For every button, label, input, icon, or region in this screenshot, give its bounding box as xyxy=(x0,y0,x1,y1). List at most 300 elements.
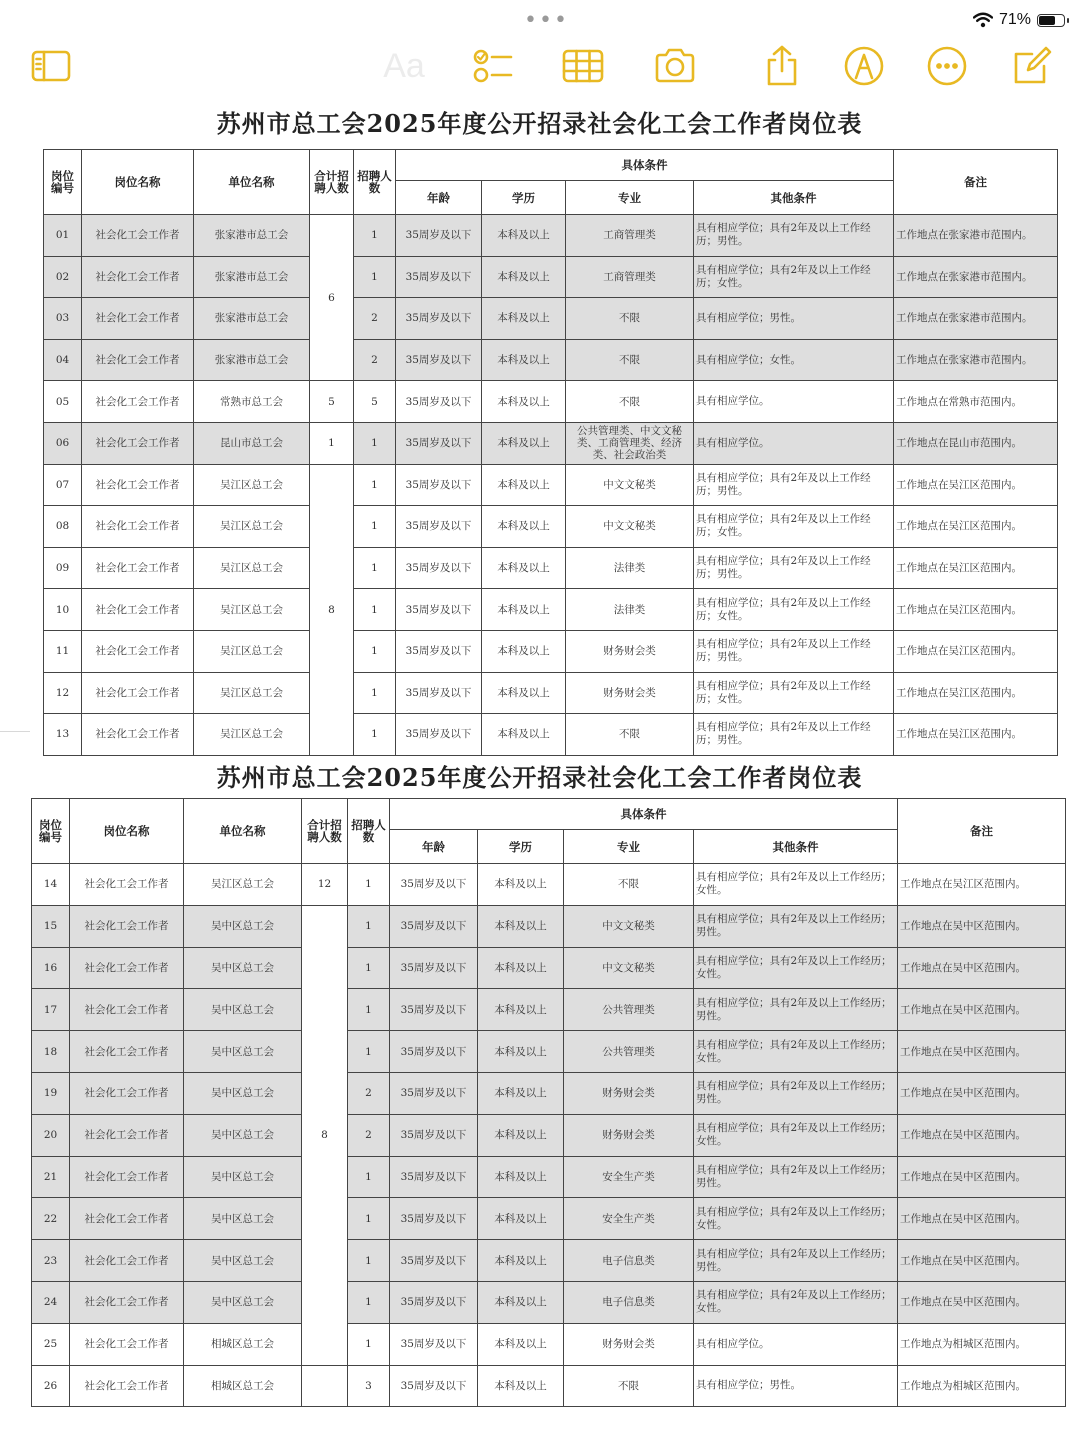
table-row xyxy=(32,947,1066,989)
header-note: 备注 xyxy=(894,150,1058,215)
cell-code: 20 xyxy=(32,1114,70,1156)
cell-position: 社会化工会工作者 xyxy=(70,1281,184,1323)
cell-note: 工作地点在张家港市范围内。 xyxy=(894,215,1058,257)
cell-count: 2 xyxy=(354,298,396,340)
cell-count: 1 xyxy=(348,989,390,1031)
document-title-1: 苏州市总工会2025年度公开招录社会化工会工作者岗位表 xyxy=(216,109,863,138)
cell-major: 安全生产类 xyxy=(564,1198,694,1240)
cell-age: 35周岁及以下 xyxy=(396,714,482,756)
cell-code: 12 xyxy=(44,672,82,714)
compose-icon xyxy=(1010,44,1054,88)
cell-age: 35周岁及以下 xyxy=(396,339,482,381)
cell-code: 03 xyxy=(44,298,82,340)
cell-count: 2 xyxy=(348,1114,390,1156)
cell-code: 15 xyxy=(32,905,70,947)
more-icon xyxy=(925,44,969,88)
cell-note: 工作地点在吴江区范围内。 xyxy=(894,630,1058,672)
cell-unit: 吴江区总工会 xyxy=(184,864,302,906)
header-major: 专业 xyxy=(564,830,694,864)
table-row xyxy=(44,506,1058,548)
table-row xyxy=(44,339,1058,381)
cell-unit: 昆山市总工会 xyxy=(194,422,310,464)
cell-edu: 本科及以上 xyxy=(482,714,566,756)
cell-code: 21 xyxy=(32,1156,70,1198)
header-other: 其他条件 xyxy=(694,181,894,215)
document-title-2: 苏州市总工会2025年度公开招录社会化工会工作者岗位表 xyxy=(216,763,863,792)
table-row xyxy=(32,1281,1066,1323)
cell-other: 具有相应学位。 xyxy=(694,1323,898,1365)
cell-unit: 吴中区总工会 xyxy=(184,1156,302,1198)
table-row xyxy=(32,989,1066,1031)
markup-icon xyxy=(842,44,886,88)
table-row xyxy=(32,905,1066,947)
table-row xyxy=(44,714,1058,756)
cell-code: 18 xyxy=(32,1031,70,1073)
cell-age: 35周岁及以下 xyxy=(390,1323,478,1365)
cell-age: 35周岁及以下 xyxy=(390,989,478,1031)
status-bar xyxy=(0,0,1079,40)
cell-other: 具有相应学位；男性。 xyxy=(694,1365,898,1407)
cell-count: 1 xyxy=(354,256,396,298)
cell-position: 社会化工会工作者 xyxy=(70,1240,184,1282)
table-row xyxy=(44,589,1058,631)
cell-unit: 张家港市总工会 xyxy=(194,339,310,381)
cell-unit: 相城区总工会 xyxy=(184,1323,302,1365)
cell-major: 财务财会类 xyxy=(564,1072,694,1114)
cell-unit: 张家港市总工会 xyxy=(194,298,310,340)
cell-age: 35周岁及以下 xyxy=(396,672,482,714)
cell-age: 35周岁及以下 xyxy=(390,1031,478,1073)
table-row xyxy=(44,422,1058,464)
table-button[interactable] xyxy=(559,42,607,90)
cell-note: 工作地点在吴中区范围内。 xyxy=(898,1240,1066,1282)
cell-note: 工作地点在吴中区范围内。 xyxy=(898,1114,1066,1156)
cell-note: 工作地点在吴江区范围内。 xyxy=(894,714,1058,756)
cell-unit: 吴江区总工会 xyxy=(194,589,310,631)
cell-total: 12 xyxy=(302,864,348,906)
cell-edu: 本科及以上 xyxy=(482,256,566,298)
cell-total: 8 xyxy=(310,464,354,755)
cell-note: 工作地点在吴江区范围内。 xyxy=(894,589,1058,631)
cell-note: 工作地点为相城区范围内。 xyxy=(898,1323,1066,1365)
cell-position: 社会化工会工作者 xyxy=(82,547,194,589)
cell-code: 13 xyxy=(44,714,82,756)
cell-other: 具有相应学位；具有2年及以上工作经历；男性。 xyxy=(694,714,894,756)
cell-other: 具有相应学位；具有2年及以上工作经历；女性。 xyxy=(694,1281,898,1323)
cell-edu: 本科及以上 xyxy=(478,1114,564,1156)
cell-other: 具有相应学位；具有2年及以上工作经历；男性。 xyxy=(694,1156,898,1198)
cell-position: 社会化工会工作者 xyxy=(70,1198,184,1240)
checklist-icon xyxy=(471,44,515,88)
cell-position: 社会化工会工作者 xyxy=(82,506,194,548)
cell-major: 财务财会类 xyxy=(566,672,694,714)
cell-edu: 本科及以上 xyxy=(478,1281,564,1323)
header-position: 岗位名称 xyxy=(82,150,194,215)
cell-age: 35周岁及以下 xyxy=(396,506,482,548)
cell-code: 16 xyxy=(32,947,70,989)
camera-icon xyxy=(653,44,697,88)
cell-other: 具有相应学位；具有2年及以上工作经历；女性。 xyxy=(694,1198,898,1240)
cell-other: 具有相应学位；具有2年及以上工作经历；男性。 xyxy=(694,989,898,1031)
cell-code: 26 xyxy=(32,1365,70,1407)
cell-position: 社会化工会工作者 xyxy=(82,672,194,714)
header-edu: 学历 xyxy=(482,181,566,215)
cell-unit: 吴中区总工会 xyxy=(184,989,302,1031)
cell-note: 工作地点在吴江区范围内。 xyxy=(894,672,1058,714)
cell-count: 1 xyxy=(348,1323,390,1365)
cell-unit: 常熟市总工会 xyxy=(194,381,310,423)
cell-position: 社会化工会工作者 xyxy=(82,381,194,423)
table-row xyxy=(44,381,1058,423)
cell-count: 1 xyxy=(348,1031,390,1073)
cell-note: 工作地点在张家港市范围内。 xyxy=(894,256,1058,298)
positions-table-2 xyxy=(31,798,1066,1407)
cell-major: 电子信息类 xyxy=(564,1281,694,1323)
cell-total: 6 xyxy=(310,215,354,381)
cell-major: 财务财会类 xyxy=(566,630,694,672)
cell-unit: 吴中区总工会 xyxy=(184,1031,302,1073)
cell-note: 工作地点在吴中区范围内。 xyxy=(898,1072,1066,1114)
table-row xyxy=(32,1156,1066,1198)
cell-count: 1 xyxy=(348,1281,390,1323)
cell-total: 5 xyxy=(310,381,354,423)
cell-code: 24 xyxy=(32,1281,70,1323)
table-icon xyxy=(561,44,605,88)
cell-edu: 本科及以上 xyxy=(478,905,564,947)
cell-total xyxy=(302,1365,348,1407)
format-icon: Aa xyxy=(383,46,425,85)
cell-note: 工作地点在吴中区范围内。 xyxy=(898,905,1066,947)
header-edu: 学历 xyxy=(478,830,564,864)
header-position: 岗位名称 xyxy=(70,799,184,864)
cell-unit: 吴中区总工会 xyxy=(184,1114,302,1156)
cell-count: 1 xyxy=(354,672,396,714)
cell-major: 中文文秘类 xyxy=(564,905,694,947)
header-count: 招聘人数 xyxy=(354,150,396,215)
cell-note: 工作地点在吴中区范围内。 xyxy=(898,989,1066,1031)
header-code: 岗位编号 xyxy=(32,799,70,864)
cell-count: 1 xyxy=(354,547,396,589)
cell-count: 2 xyxy=(354,339,396,381)
cell-other: 具有相应学位；具有2年及以上工作经历；女性。 xyxy=(694,1031,898,1073)
cell-note: 工作地点在吴江区范围内。 xyxy=(894,464,1058,506)
table-row xyxy=(32,864,1066,906)
table-row xyxy=(32,1072,1066,1114)
cell-unit: 吴中区总工会 xyxy=(184,947,302,989)
cell-other: 具有相应学位；具有2年及以上工作经历；女性。 xyxy=(694,506,894,548)
table-row xyxy=(44,630,1058,672)
cell-position: 社会化工会工作者 xyxy=(70,1114,184,1156)
cell-position: 社会化工会工作者 xyxy=(70,905,184,947)
cell-age: 35周岁及以下 xyxy=(390,947,478,989)
header-other: 其他条件 xyxy=(694,830,898,864)
cell-code: 08 xyxy=(44,506,82,548)
cell-code: 09 xyxy=(44,547,82,589)
markup-button[interactable] xyxy=(840,42,888,90)
cell-edu: 本科及以上 xyxy=(482,339,566,381)
cell-total: 8 xyxy=(302,905,348,1365)
cell-edu: 本科及以上 xyxy=(478,864,564,906)
format-button[interactable] xyxy=(380,42,428,90)
cell-edu: 本科及以上 xyxy=(478,1365,564,1407)
cell-major: 财务财会类 xyxy=(564,1323,694,1365)
cell-code: 01 xyxy=(44,215,82,257)
cell-major: 中文文秘类 xyxy=(564,947,694,989)
cell-code: 07 xyxy=(44,464,82,506)
cell-major: 电子信息类 xyxy=(564,1240,694,1282)
cell-total: 1 xyxy=(310,422,354,464)
cell-other: 具有相应学位；具有2年及以上工作经历；男性。 xyxy=(694,630,894,672)
header-note: 备注 xyxy=(898,799,1066,864)
cell-edu: 本科及以上 xyxy=(482,422,566,464)
cell-major: 安全生产类 xyxy=(564,1156,694,1198)
sidebar-icon xyxy=(29,44,73,88)
cell-other: 具有相应学位；具有2年及以上工作经历；男性。 xyxy=(694,215,894,257)
cell-count: 1 xyxy=(354,215,396,257)
cell-count: 5 xyxy=(354,381,396,423)
cell-unit: 吴中区总工会 xyxy=(184,1240,302,1282)
table-row xyxy=(44,298,1058,340)
cell-age: 35周岁及以下 xyxy=(390,864,478,906)
cell-other: 具有相应学位；具有2年及以上工作经历；男性。 xyxy=(694,464,894,506)
cell-code: 04 xyxy=(44,339,82,381)
battery-icon xyxy=(1037,14,1065,27)
cell-code: 14 xyxy=(32,864,70,906)
cell-other: 具有相应学位；具有2年及以上工作经历；女性。 xyxy=(694,256,894,298)
cell-count: 1 xyxy=(354,630,396,672)
header-conditions: 具体条件 xyxy=(396,150,894,181)
cell-age: 35周岁及以下 xyxy=(396,381,482,423)
cell-other: 具有相应学位；具有2年及以上工作经历；男性。 xyxy=(694,1072,898,1114)
cell-unit: 吴江区总工会 xyxy=(194,464,310,506)
table-row xyxy=(32,1114,1066,1156)
cell-edu: 本科及以上 xyxy=(478,1198,564,1240)
cell-age: 35周岁及以下 xyxy=(396,298,482,340)
cell-age: 35周岁及以下 xyxy=(390,905,478,947)
cell-unit: 相城区总工会 xyxy=(184,1365,302,1407)
cell-major: 不限 xyxy=(564,1365,694,1407)
cell-position: 社会化工会工作者 xyxy=(82,422,194,464)
cell-code: 23 xyxy=(32,1240,70,1282)
cell-unit: 吴中区总工会 xyxy=(184,905,302,947)
cell-age: 35周岁及以下 xyxy=(396,589,482,631)
cell-unit: 张家港市总工会 xyxy=(194,256,310,298)
cell-code: 17 xyxy=(32,989,70,1031)
cell-other: 具有相应学位；具有2年及以上工作经历；女性。 xyxy=(694,672,894,714)
cell-other: 具有相应学位；具有2年及以上工作经历；男性。 xyxy=(694,1240,898,1282)
cell-age: 35周岁及以下 xyxy=(396,630,482,672)
cell-age: 35周岁及以下 xyxy=(396,464,482,506)
cell-position: 社会化工会工作者 xyxy=(70,864,184,906)
cell-age: 35周岁及以下 xyxy=(396,547,482,589)
header-age: 年龄 xyxy=(390,830,478,864)
cell-unit: 吴江区总工会 xyxy=(194,630,310,672)
cell-note: 工作地点在常熟市范围内。 xyxy=(894,381,1058,423)
cell-code: 06 xyxy=(44,422,82,464)
cell-position: 社会化工会工作者 xyxy=(70,1156,184,1198)
table-row xyxy=(32,1240,1066,1282)
cell-note: 工作地点在吴江区范围内。 xyxy=(894,547,1058,589)
cell-position: 社会化工会工作者 xyxy=(70,1072,184,1114)
cell-other: 具有相应学位；具有2年及以上工作经历；女性。 xyxy=(694,589,894,631)
cell-major: 公共管理类、中文文秘类、工商管理类、经济类、社会政治类 xyxy=(566,422,694,464)
cell-count: 1 xyxy=(354,714,396,756)
table-row xyxy=(44,672,1058,714)
cell-count: 1 xyxy=(354,589,396,631)
cell-count: 2 xyxy=(348,1072,390,1114)
share-button[interactable] xyxy=(758,42,806,90)
cell-unit: 吴中区总工会 xyxy=(184,1198,302,1240)
cell-major: 不限 xyxy=(564,864,694,906)
header-total: 合计招聘人数 xyxy=(310,150,354,215)
cell-edu: 本科及以上 xyxy=(478,1031,564,1073)
cell-edu: 本科及以上 xyxy=(482,547,566,589)
cell-other: 具有相应学位；具有2年及以上工作经历；男性。 xyxy=(694,547,894,589)
cell-other: 具有相应学位；具有2年及以上工作经历；女性。 xyxy=(694,864,898,906)
header-count: 招聘人数 xyxy=(348,799,390,864)
cell-position: 社会化工会工作者 xyxy=(70,1365,184,1407)
notes-toolbar xyxy=(0,42,1079,96)
cell-position: 社会化工会工作者 xyxy=(82,215,194,257)
cell-major: 中文文秘类 xyxy=(566,464,694,506)
cell-position: 社会化工会工作者 xyxy=(82,298,194,340)
cell-code: 10 xyxy=(44,589,82,631)
camera-button[interactable] xyxy=(651,42,699,90)
cell-major: 中文文秘类 xyxy=(566,506,694,548)
cell-position: 社会化工会工作者 xyxy=(70,1323,184,1365)
cell-edu: 本科及以上 xyxy=(478,1240,564,1282)
cell-unit: 吴江区总工会 xyxy=(194,714,310,756)
table-row xyxy=(44,215,1058,257)
cell-other: 具有相应学位。 xyxy=(694,381,894,423)
header-age: 年龄 xyxy=(396,181,482,215)
cell-position: 社会化工会工作者 xyxy=(82,630,194,672)
cell-edu: 本科及以上 xyxy=(482,298,566,340)
cell-code: 19 xyxy=(32,1072,70,1114)
cell-age: 35周岁及以下 xyxy=(390,1281,478,1323)
compose-button[interactable] xyxy=(1008,42,1056,90)
cell-unit: 吴江区总工会 xyxy=(194,672,310,714)
cell-count: 1 xyxy=(348,1240,390,1282)
more-button[interactable] xyxy=(923,42,971,90)
cell-count: 1 xyxy=(348,864,390,906)
table-row xyxy=(44,256,1058,298)
cell-position: 社会化工会工作者 xyxy=(70,1031,184,1073)
table-row xyxy=(32,1323,1066,1365)
cell-edu: 本科及以上 xyxy=(482,381,566,423)
cell-count: 1 xyxy=(348,905,390,947)
cell-major: 工商管理类 xyxy=(566,215,694,257)
table-row xyxy=(44,464,1058,506)
cell-note: 工作地点在吴中区范围内。 xyxy=(898,1281,1066,1323)
cell-note: 工作地点在吴中区范围内。 xyxy=(898,1156,1066,1198)
cell-age: 35周岁及以下 xyxy=(396,256,482,298)
cell-position: 社会化工会工作者 xyxy=(82,256,194,298)
multitasking-dots[interactable]: ••• xyxy=(524,8,569,33)
cell-age: 35周岁及以下 xyxy=(390,1198,478,1240)
cell-position: 社会化工会工作者 xyxy=(70,989,184,1031)
cell-other: 具有相应学位；具有2年及以上工作经历；男性。 xyxy=(694,905,898,947)
battery-fill xyxy=(1039,16,1055,25)
cell-age: 35周岁及以下 xyxy=(390,1365,478,1407)
header-total: 合计招聘人数 xyxy=(302,799,348,864)
cell-edu: 本科及以上 xyxy=(478,947,564,989)
positions-table-1 xyxy=(43,149,1058,756)
wifi-icon xyxy=(973,12,993,28)
battery-percent: 71% xyxy=(998,11,1031,28)
cell-major: 公共管理类 xyxy=(564,1031,694,1073)
cell-other: 具有相应学位；男性。 xyxy=(694,298,894,340)
cell-major: 不限 xyxy=(566,714,694,756)
cell-unit: 吴中区总工会 xyxy=(184,1281,302,1323)
cell-count: 1 xyxy=(354,506,396,548)
cell-edu: 本科及以上 xyxy=(478,1323,564,1365)
cell-note: 工作地点在吴江区范围内。 xyxy=(894,506,1058,548)
cell-major: 不限 xyxy=(566,339,694,381)
status-right xyxy=(973,11,1065,29)
cell-major: 工商管理类 xyxy=(566,256,694,298)
cell-code: 22 xyxy=(32,1198,70,1240)
cell-other: 具有相应学位；具有2年及以上工作经历；女性。 xyxy=(694,1114,898,1156)
sidebar-button[interactable] xyxy=(27,42,75,90)
cell-position: 社会化工会工作者 xyxy=(82,589,194,631)
cell-note: 工作地点在昆山市范围内。 xyxy=(894,422,1058,464)
cell-position: 社会化工会工作者 xyxy=(82,339,194,381)
cell-code: 25 xyxy=(32,1323,70,1365)
header-conditions: 具体条件 xyxy=(390,799,898,830)
table-row xyxy=(32,1365,1066,1407)
table-row xyxy=(32,1198,1066,1240)
cell-major: 法律类 xyxy=(566,589,694,631)
cell-count: 1 xyxy=(348,947,390,989)
cell-unit: 张家港市总工会 xyxy=(194,215,310,257)
cell-edu: 本科及以上 xyxy=(482,215,566,257)
cell-unit: 吴江区总工会 xyxy=(194,547,310,589)
cell-edu: 本科及以上 xyxy=(478,1072,564,1114)
cell-edu: 本科及以上 xyxy=(482,589,566,631)
cell-unit: 吴江区总工会 xyxy=(194,506,310,548)
cell-other: 具有相应学位；具有2年及以上工作经历；女性。 xyxy=(694,947,898,989)
cell-major: 不限 xyxy=(566,298,694,340)
cell-count: 3 xyxy=(348,1365,390,1407)
checklist-button[interactable] xyxy=(469,42,517,90)
cell-edu: 本科及以上 xyxy=(482,630,566,672)
cell-edu: 本科及以上 xyxy=(478,1156,564,1198)
cell-note: 工作地点在张家港市范围内。 xyxy=(894,298,1058,340)
cell-edu: 本科及以上 xyxy=(482,506,566,548)
cell-major: 不限 xyxy=(566,381,694,423)
cell-note: 工作地点在吴中区范围内。 xyxy=(898,1031,1066,1073)
cell-note: 工作地点在张家港市范围内。 xyxy=(894,339,1058,381)
cell-note: 工作地点在吴江区范围内。 xyxy=(898,864,1066,906)
table-row xyxy=(44,547,1058,589)
cell-code: 02 xyxy=(44,256,82,298)
cell-note: 工作地点在吴中区范围内。 xyxy=(898,1198,1066,1240)
cell-position: 社会化工会工作者 xyxy=(82,714,194,756)
cell-count: 1 xyxy=(354,422,396,464)
cell-position: 社会化工会工作者 xyxy=(82,464,194,506)
cell-note: 工作地点在吴中区范围内。 xyxy=(898,947,1066,989)
cell-edu: 本科及以上 xyxy=(478,989,564,1031)
cell-age: 35周岁及以下 xyxy=(390,1240,478,1282)
cell-other: 具有相应学位。 xyxy=(694,422,894,464)
header-unit: 单位名称 xyxy=(194,150,310,215)
cell-age: 35周岁及以下 xyxy=(390,1156,478,1198)
cell-major: 法律类 xyxy=(566,547,694,589)
cell-age: 35周岁及以下 xyxy=(390,1072,478,1114)
cell-age: 35周岁及以下 xyxy=(396,215,482,257)
cell-count: 1 xyxy=(348,1156,390,1198)
